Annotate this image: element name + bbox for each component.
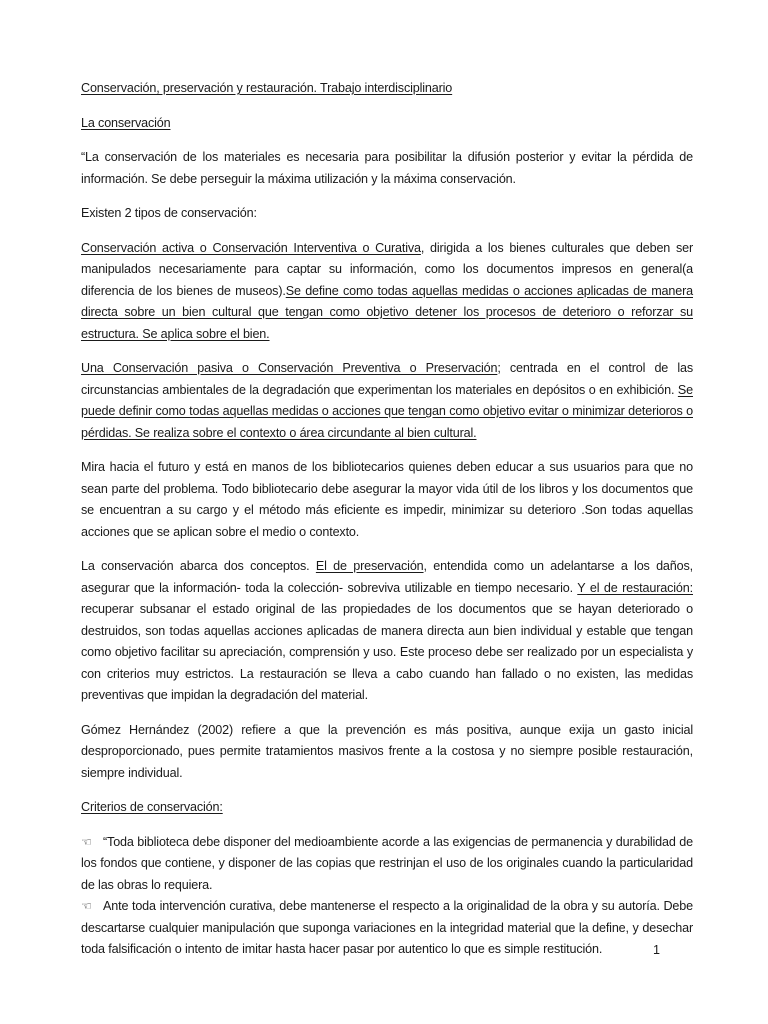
pointing-hand-icon: ☜ xyxy=(81,834,92,849)
criterio-text: Ante toda intervención curativa, debe mantenerse el respecto a la originalidad de la obra y su autoría. Debe descartarse cualquier manipulación que suponga variaciones en la integridad material que la define, y desechar toda falsificación o intento de imitar hasta hacer pasar por autentico lo que es simple restitución. xyxy=(81,899,693,956)
page-number: 1 xyxy=(653,943,661,957)
criterios-list xyxy=(81,832,693,961)
paragraph-quote: “La conservación de los materiales es necesaria para posibilitar la difusión posterior y evitar la pérdida de información. Se debe perseguir la máxima utilización y la máxima conservación. xyxy=(81,150,693,186)
paragraph-conservacion-pasiva xyxy=(81,358,693,444)
list-item xyxy=(81,832,693,897)
activa-text: , dirigida a los bienes culturales que deben ser manipulados necesariamente para captar su información, como los documentos impresos en general(a diferencia de los bienes de museos). xyxy=(81,240,693,298)
pasiva-definition: Se puede definir como todas aquellas medidas o acciones que tengan como objetivo evitar o minimizar deterioros o pérdidas. Se realiza sobre el contexto o área circundante al bien cultural. xyxy=(81,382,693,440)
pointing-hand-icon: ☜ xyxy=(81,899,92,913)
document-title: Conservación, preservación y restauración. Trabajo interdisciplinario xyxy=(81,81,453,95)
document-page xyxy=(81,78,693,961)
section-heading-conservacion: La conservación xyxy=(81,115,171,130)
preservacion-text: , entendida como un adelantarse a los daños, asegurar que la información- toda la colección- sobreviva utilizable en tiempo necesario. xyxy=(81,559,693,595)
paragraph-types-intro: Existen 2 tipos de conservación: xyxy=(81,206,257,220)
restauracion-text: recuperar subsanar el estado original de las propiedades de los documentos que se hayan deteriorado o destruidos, son todas aquellas acciones aplicadas de manera directa aun bien individual y estable que tengan como objetivo facilitar su apreciación, comprensión y uso. Este proceso debe ser realizado por un especialista y con criterios muy estrictos. La restauración se lleva a cabo cuando han fallado o no existen, las medidas preventivas que impidan la degradación del material. xyxy=(81,602,693,702)
paragraph-conservacion-activa xyxy=(81,238,693,346)
criterio-text: “Toda biblioteca debe disponer del medioambiente acorde a las exigencias de permanencia y durabilidad de los fondos que contiene, y disponer de las copias que restrinjan el uso de los originales cuando la particularidad de las obras lo requiera. xyxy=(81,834,693,892)
paragraph-conceptos xyxy=(81,556,693,707)
paragraph-futuro: Mira hacia el futuro y está en manos de los bibliotecarios quienes deben educar a sus usuarios para que no sean parte del problema. Todo bibliotecario debe asegurar la mayor vida útil de los libros y los documentos que se encuentran a su cargo y el método más eficiente es impedir, minimizar su deterioro .Son todas aquellas acciones que se aplican sobre el medio o contexto. xyxy=(81,460,693,539)
restauracion-label: Y el de restauración: xyxy=(577,580,693,595)
list-item xyxy=(81,896,693,961)
activa-definition: Se define como todas aquellas medidas o acciones aplicadas de manera directa sobre un bien cultural que tengan como objetivo detener los procesos de deterioro o reforzar su estructura. Se aplica sobre el bien. xyxy=(81,283,693,341)
preservacion-label: El de preservación xyxy=(315,559,424,573)
section-heading-criterios: Criterios de conservación: xyxy=(81,800,223,814)
pasiva-heading: Una Conservación pasiva o Conservación Preventiva o Preservación xyxy=(81,361,498,375)
paragraph-gomez: Gómez Hernández (2002) refiere a que la prevención es más positiva, aunque exija un gasto inicial desproporcionado, pues permite tratamientos masivos frente a la costosa y no siempre posible restauración, siempre individual. xyxy=(81,722,693,780)
activa-heading: Conservación activa o Conservación Interventiva o Curativa xyxy=(81,240,421,255)
pasiva-text: ; centrada en el control de las circunstancias ambientales de la degradación que experimentan los materiales en depósitos o en exhibición. xyxy=(81,361,693,397)
conceptos-intro: La conservación abarca dos conceptos. xyxy=(81,559,316,573)
